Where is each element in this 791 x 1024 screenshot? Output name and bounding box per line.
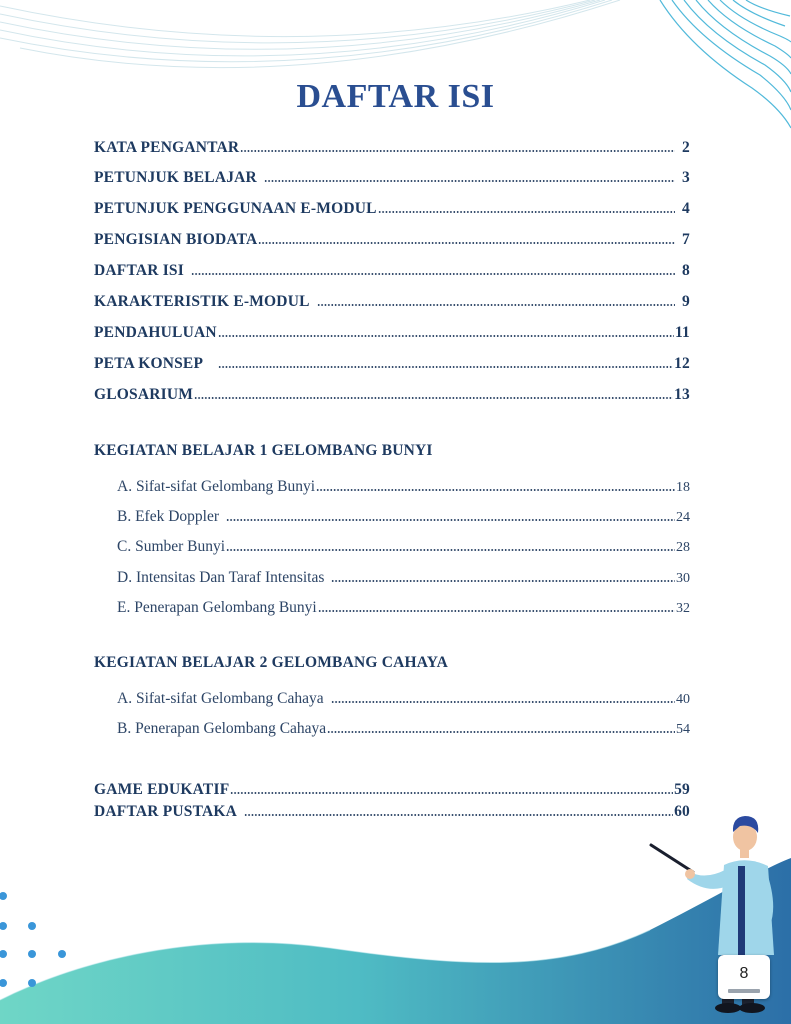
chapter-2-heading[interactable]: KEGIATAN BELAJAR 2 GELOMBANG CAHAYA bbox=[94, 654, 449, 671]
toc-subentry-2b[interactable] bbox=[117, 716, 690, 738]
chapter-1-heading[interactable]: KEGIATAN BELAJAR 1 GELOMBANG BUNYI bbox=[94, 442, 433, 459]
toc-subentry-1a[interactable] bbox=[117, 474, 690, 496]
dot-leader bbox=[194, 396, 673, 400]
toc-entry-karakteristik[interactable] bbox=[94, 289, 690, 311]
toc-entry-pendahuluan[interactable] bbox=[94, 320, 690, 342]
toc-entry-page: 8 bbox=[682, 262, 690, 279]
dot-leader bbox=[230, 791, 673, 795]
toc-entry-label: D. Intensitas Dan Taraf Intensitas bbox=[117, 569, 325, 586]
page-number-badge bbox=[718, 955, 770, 999]
toc-subentry-2a[interactable] bbox=[117, 686, 690, 708]
toc-entry-page: 28 bbox=[676, 540, 690, 555]
toc-entry-daftar-pustaka[interactable] bbox=[94, 799, 690, 821]
page-number: 8 bbox=[739, 965, 749, 982]
toc-entry-page: 18 bbox=[676, 480, 690, 495]
toc-entry-label: E. Penerapan Gelombang Bunyi bbox=[117, 599, 317, 616]
toc-entry-petunjuk-penggunaan[interactable] bbox=[94, 196, 690, 218]
dot-leader bbox=[318, 609, 675, 613]
toc-entry-page: 30 bbox=[676, 571, 690, 586]
toc-entry-page: 40 bbox=[676, 692, 690, 707]
toc-entry-glosarium[interactable] bbox=[94, 382, 690, 404]
toc-entry-label: DAFTAR ISI bbox=[94, 262, 184, 279]
toc-entry-page: 24 bbox=[676, 510, 690, 525]
dot-leader bbox=[191, 272, 675, 276]
dot-leader bbox=[258, 241, 675, 245]
toc-entry-page: 60 bbox=[674, 803, 690, 820]
toc-entry-page: 2 bbox=[682, 139, 690, 156]
toc-entry-label: PENDAHULUAN bbox=[94, 324, 217, 341]
toc-entry-page: 4 bbox=[682, 200, 690, 217]
toc-entry-label: C. Sumber Bunyi bbox=[117, 538, 226, 555]
toc-entry-kata-pengantar[interactable] bbox=[94, 135, 690, 157]
toc-entry-peta-konsep[interactable] bbox=[94, 351, 690, 373]
toc-entry-label: GLOSARIUM bbox=[94, 386, 194, 403]
toc-entry-page: 32 bbox=[676, 601, 690, 616]
toc-entry-page: 13 bbox=[674, 386, 690, 403]
toc-entry-pengisian-biodata[interactable] bbox=[94, 227, 690, 249]
toc-entry-page: 9 bbox=[682, 293, 690, 310]
toc-entry-label: DAFTAR PUSTAKA bbox=[94, 803, 238, 820]
toc-subentry-1d[interactable] bbox=[117, 565, 690, 587]
toc-entry-page: 7 bbox=[682, 231, 690, 248]
toc-subentry-1b[interactable] bbox=[117, 504, 690, 526]
toc-entry-label: A. Sifat-sifat Gelombang Cahaya bbox=[117, 690, 324, 707]
toc-entry-label: GAME EDUKATIF bbox=[94, 781, 230, 798]
toc-entry-page: 12 bbox=[674, 355, 690, 372]
dot-leader bbox=[317, 303, 675, 307]
toc-entry-label: KARAKTERISTIK E-MODUL bbox=[94, 293, 310, 310]
dot-leader bbox=[331, 700, 675, 704]
dot-leader bbox=[218, 334, 674, 338]
dot-leader bbox=[226, 548, 675, 552]
dot-leader bbox=[244, 813, 673, 817]
dot-leader bbox=[240, 149, 675, 153]
toc-entry-game-edukatif[interactable] bbox=[94, 777, 690, 799]
toc-entry-label: KATA PENGANTAR bbox=[94, 139, 240, 156]
dot-leader bbox=[378, 210, 675, 214]
toc-entry-page: 54 bbox=[676, 722, 690, 737]
dot-leader bbox=[327, 730, 675, 734]
page-title: DAFTAR ISI bbox=[296, 78, 495, 115]
toc-entry-label: PETUNJUK PENGGUNAAN E-MODUL bbox=[94, 200, 377, 217]
toc-entry-label: PENGISIAN BIODATA bbox=[94, 231, 258, 248]
page-number-underline bbox=[728, 989, 760, 993]
toc-entry-label: B. Penerapan Gelombang Cahaya bbox=[117, 720, 327, 737]
toc-entry-petunjuk-belajar[interactable] bbox=[94, 165, 690, 187]
toc-entry-label: B. Efek Doppler bbox=[117, 508, 220, 525]
dot-leader bbox=[226, 518, 675, 522]
toc-entry-label: PETA KONSEP bbox=[94, 355, 204, 372]
toc-entry-page: 3 bbox=[682, 169, 690, 186]
toc-entry-page: 59 bbox=[674, 781, 690, 798]
toc-entry-label: A. Sifat-sifat Gelombang Bunyi bbox=[117, 478, 316, 495]
dot-leader bbox=[316, 488, 675, 492]
toc-entry-daftar-isi[interactable] bbox=[94, 258, 690, 280]
toc-subentry-1e[interactable] bbox=[117, 595, 690, 617]
dot-leader bbox=[218, 365, 673, 369]
toc-subentry-1c[interactable] bbox=[117, 534, 690, 556]
toc-entry-page: 11 bbox=[674, 324, 690, 341]
dot-leader bbox=[331, 579, 675, 583]
toc-entry-label: PETUNJUK BELAJAR bbox=[94, 169, 257, 186]
dot-leader bbox=[264, 179, 675, 183]
